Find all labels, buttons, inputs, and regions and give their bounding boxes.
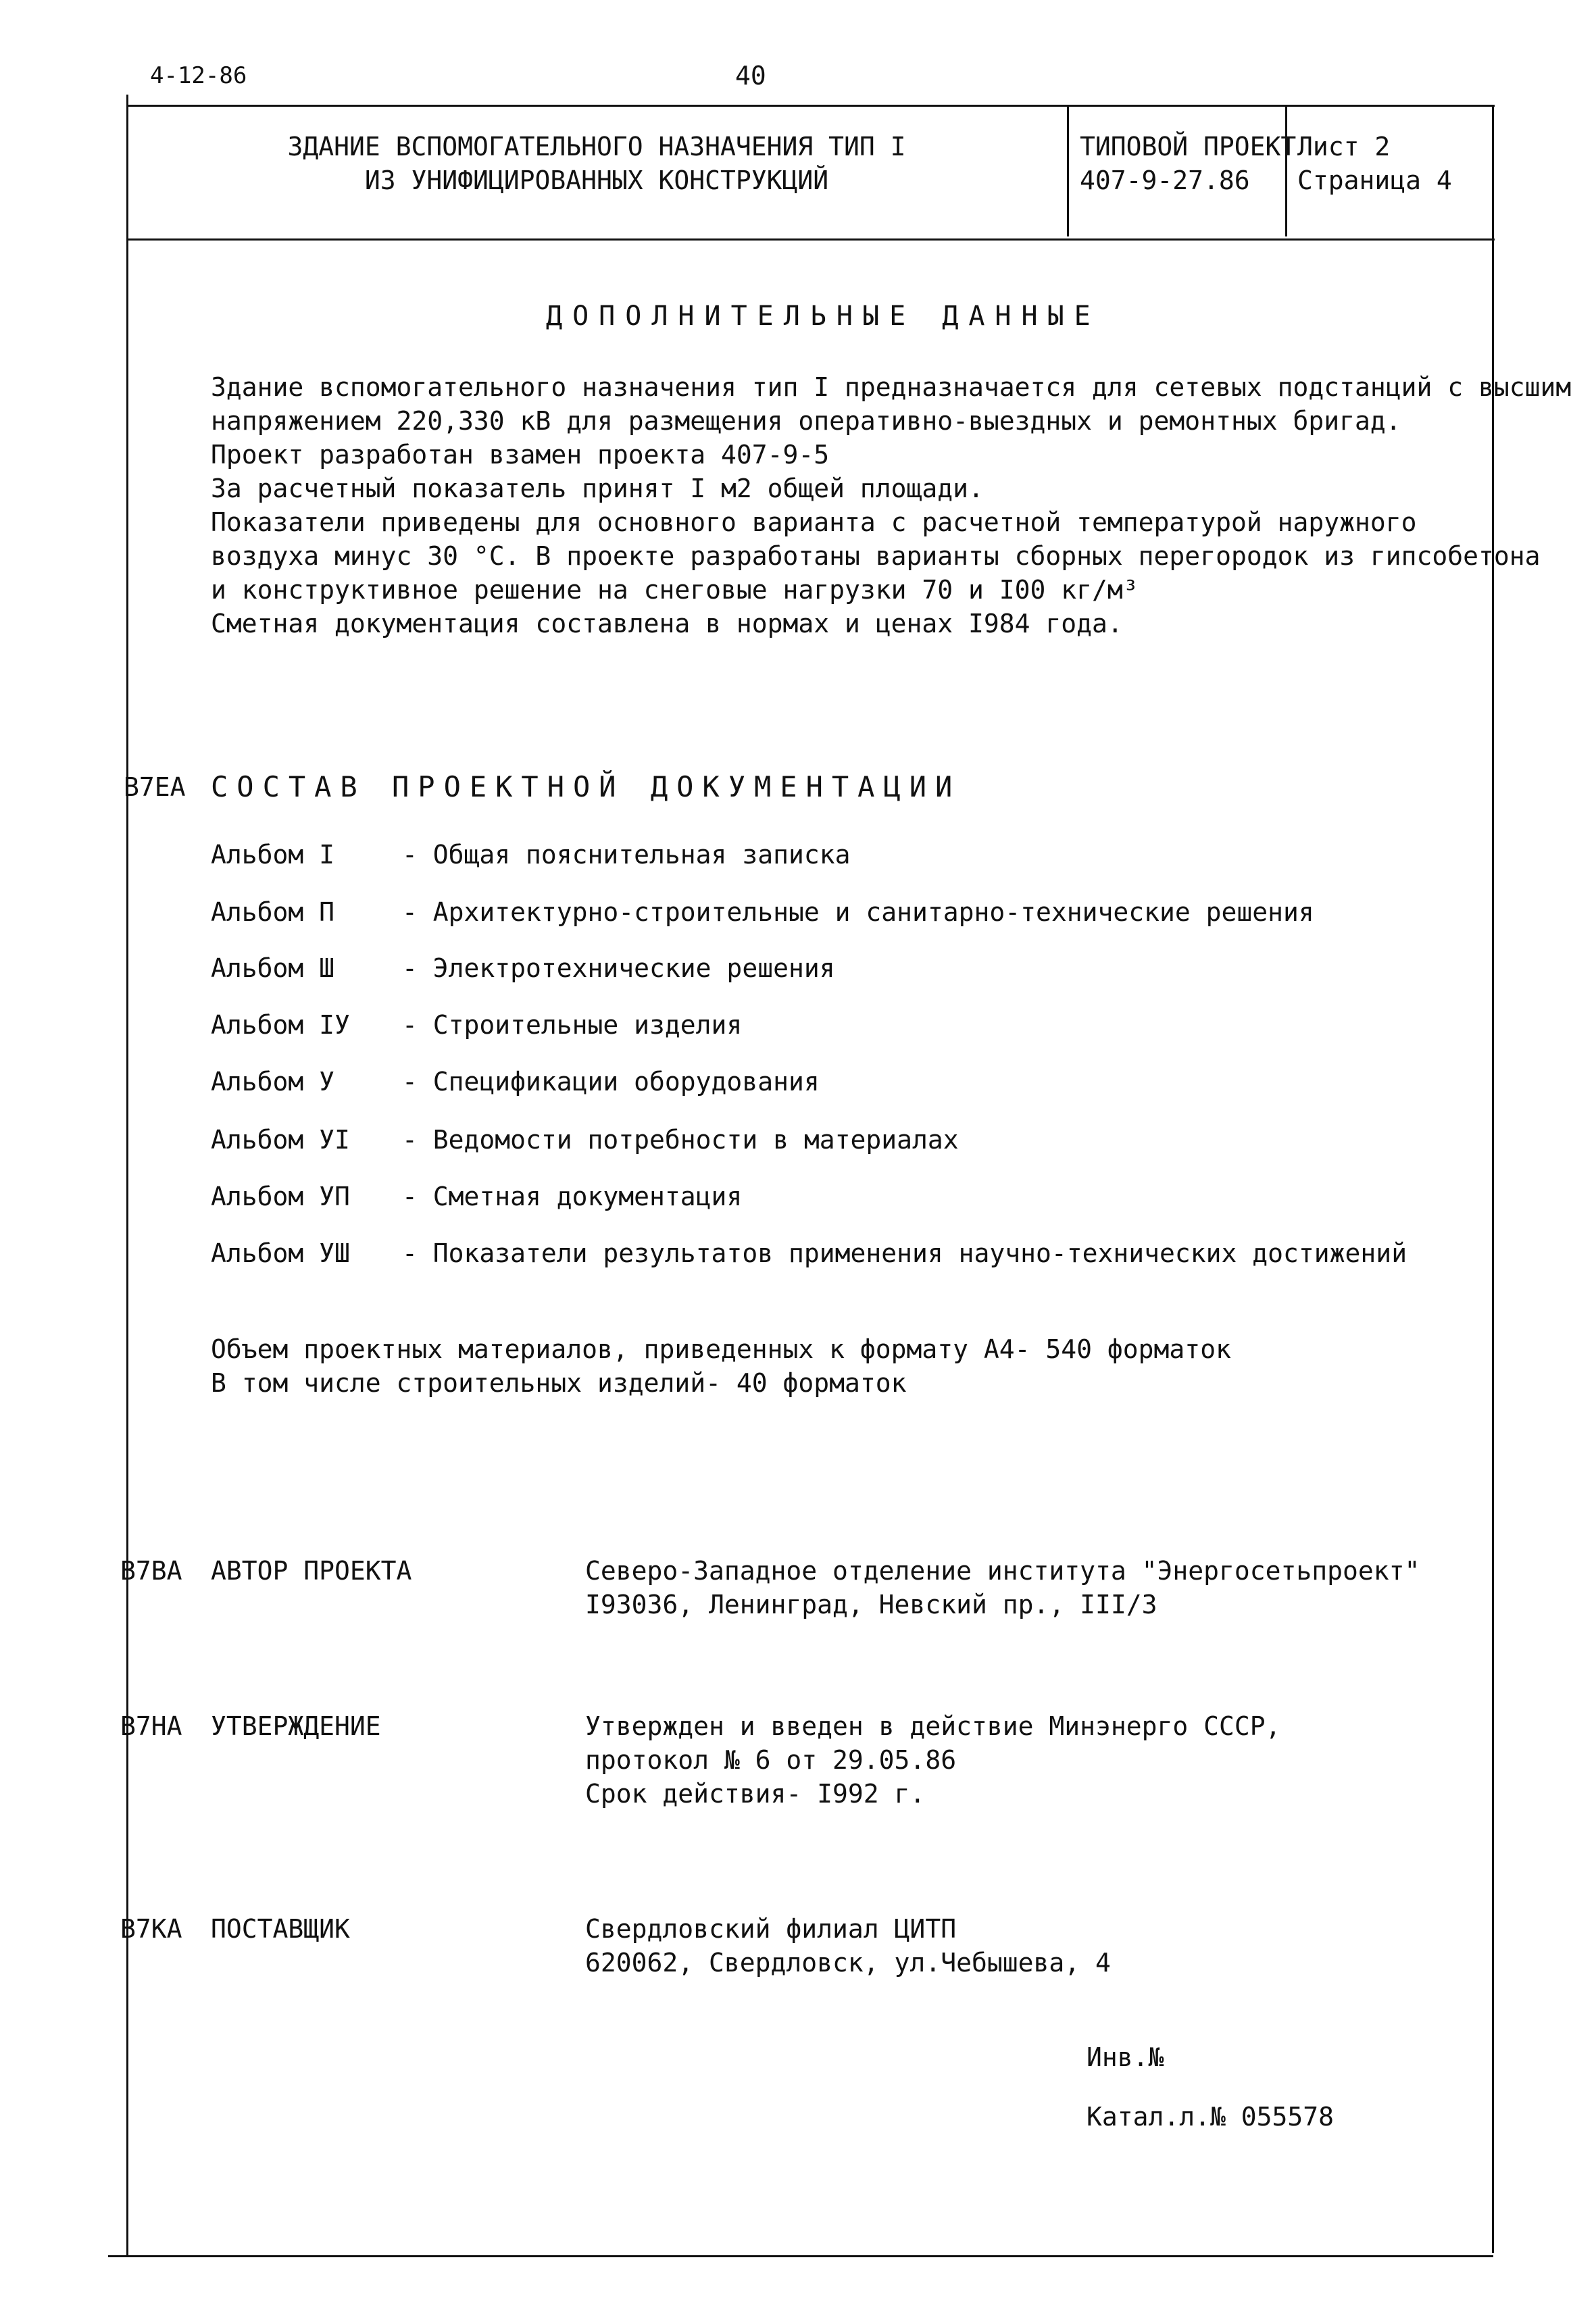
approval-line: Срок действия- I992 г. bbox=[585, 1779, 926, 1809]
project-cell bbox=[1080, 130, 1296, 197]
author-line: Северо-Западное отделение института "Энергосетьпроект" bbox=[585, 1556, 1420, 1586]
additional-data-text bbox=[211, 370, 1571, 640]
text-line: Здание вспомогательного назначения тип I предназначается для сетевых подстанций с высшим bbox=[211, 372, 1572, 402]
approval-code: В7НА bbox=[120, 1711, 182, 1741]
document-code: 4-12-86 bbox=[150, 62, 247, 89]
text-line: Показатели приведены для основного варианта с расчетной температурой наружного bbox=[211, 507, 1417, 537]
album-desc: - Электротехнические решения bbox=[402, 953, 835, 983]
supplier-line: 620062, Свердловск, ул.Чебышева, 4 bbox=[585, 1948, 1111, 1978]
text-line: Проект разработан взамен проекта 407-9-5 bbox=[211, 440, 830, 470]
approval-line: протокол № 6 от 29.05.86 bbox=[585, 1745, 957, 1775]
album-label: Альбом У bbox=[211, 1067, 335, 1097]
author-code: В7ВА bbox=[120, 1556, 182, 1586]
volume-line: Объем проектных материалов, приведенных к формату А4- 540 форматок bbox=[211, 1334, 1231, 1364]
composition-code: В7ЕА bbox=[124, 772, 186, 802]
building-title bbox=[126, 130, 1067, 197]
building-title-line1: ЗДАНИЕ ВСПОМОГАТЕЛЬНОГО НАЗНАЧЕНИЯ ТИП I bbox=[287, 132, 906, 161]
author-info bbox=[585, 1554, 1420, 1621]
text-line: Сметная документация составлена в нормах и ценах I984 года. bbox=[211, 609, 1123, 638]
approval-line: Утвержден и введен в действие Минэнерго СССР, bbox=[585, 1711, 1281, 1741]
album-desc: - Ведомости потребности в материалах bbox=[402, 1125, 959, 1155]
text-line: За расчетный показатель принят I м2 общей площади. bbox=[211, 474, 984, 503]
album-desc: - Показатели результатов применения научно-технических достижений bbox=[402, 1238, 1407, 1268]
page-number: 40 bbox=[735, 61, 766, 91]
title-block-divider bbox=[1067, 105, 1069, 236]
album-desc: - Архитектурно-строительные и санитарно-технические решения bbox=[402, 897, 1314, 927]
album-label: Альбом I bbox=[211, 840, 335, 870]
author-label: АВТОР ПРОЕКТА bbox=[211, 1556, 412, 1586]
album-label: Альбом УI bbox=[211, 1125, 350, 1155]
album-desc: - Общая пояснительная записка bbox=[402, 840, 851, 870]
project-number: 407-9-27.86 bbox=[1080, 166, 1250, 195]
supplier-code: В7КА bbox=[120, 1914, 182, 1944]
composition-heading: СОСТАВ ПРОЕКТНОЙ ДОКУМЕНТАЦИИ bbox=[211, 770, 962, 803]
sheet-cell bbox=[1297, 130, 1452, 197]
text-line: и конструктивное решение на снеговые нагрузки 70 и I00 кг/м³ bbox=[211, 575, 1139, 605]
album-label: Альбом УП bbox=[211, 1182, 350, 1211]
additional-data-heading: ДОПОЛНИТЕЛЬНЫЕ ДАННЫЕ bbox=[546, 301, 1101, 332]
text-line: напряжением 220,330 кВ для размещения оперативно-выездных и ремонтных бригад. bbox=[211, 406, 1401, 436]
volume-line: В том числе строительных изделий- 40 форматок bbox=[211, 1368, 907, 1398]
album-label: Альбом IУ bbox=[211, 1010, 350, 1040]
album-desc: - Строительные изделия bbox=[402, 1010, 743, 1040]
text-line: воздуха минус 30 °С. В проекте разработаны варианты сборных перегородок из гипсобетона bbox=[211, 541, 1541, 571]
volume-note bbox=[211, 1332, 1231, 1400]
sheet-number: Лист 2 bbox=[1297, 132, 1391, 161]
project-label: ТИПОВОЙ ПРОЕКТ bbox=[1080, 132, 1297, 161]
approval-info bbox=[585, 1709, 1281, 1811]
approval-label: УТВЕРЖДЕНИЕ bbox=[211, 1711, 381, 1741]
album-desc: - Спецификации оборудования bbox=[402, 1067, 820, 1097]
bottom-frame-line bbox=[108, 2255, 1493, 2257]
album-label: Альбом УШ bbox=[211, 1238, 350, 1268]
album-label: Альбом П bbox=[211, 897, 335, 927]
album-desc: - Сметная документация bbox=[402, 1182, 743, 1211]
building-title-line2: ИЗ УНИФИЦИРОВАННЫХ КОНСТРУКЦИЙ bbox=[364, 166, 829, 195]
sheet-page: Страница 4 bbox=[1297, 166, 1452, 195]
author-line: I93036, Ленинград, Невский пр., III/3 bbox=[585, 1590, 1157, 1619]
supplier-info bbox=[585, 1912, 1111, 1980]
supplier-label: ПОСТАВЩИК bbox=[211, 1914, 350, 1944]
inventory-number: Инв.№ bbox=[1087, 2042, 1164, 2072]
album-label: Альбом Ш bbox=[211, 953, 335, 983]
supplier-line: Свердловский филиал ЦИТП bbox=[585, 1914, 957, 1944]
catalog-number: Катал.л.№ 055578 bbox=[1087, 2102, 1335, 2132]
